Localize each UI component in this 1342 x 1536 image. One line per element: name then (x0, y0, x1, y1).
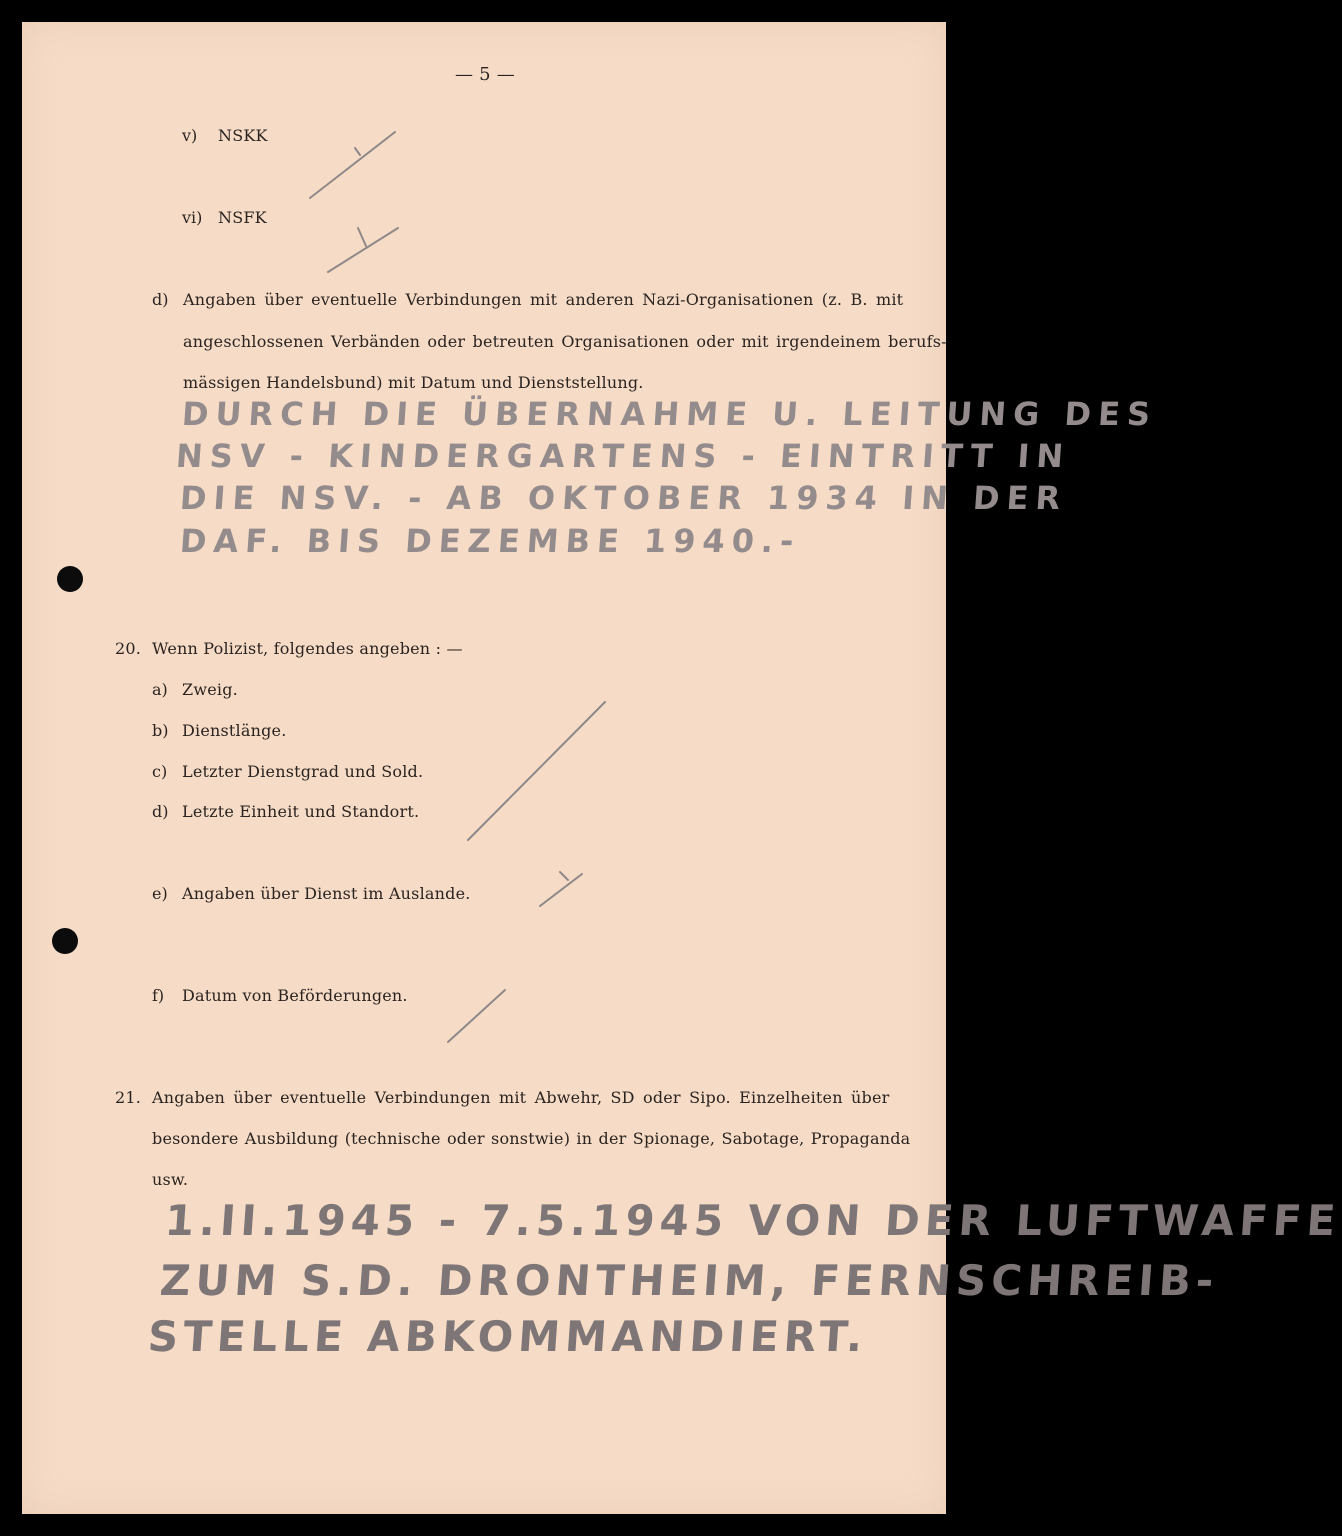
handwriting-21-line-2: ZUM S.D. DRONTHEIM, FERNSCHREIB- (158, 1256, 1221, 1305)
q20-d-label: d) (152, 802, 169, 821)
punch-hole-bottom (52, 928, 78, 954)
item-d-line-2: angeschlossenen Verbänden oder betreuten Organisationen oder mit irgendeinem berufs- (183, 332, 947, 351)
q20-d-text: Letzte Einheit und Standort. (182, 802, 420, 821)
item-d-label: d) (152, 290, 169, 309)
q20-e-label: e) (152, 884, 168, 903)
q21-number: 21. (115, 1088, 142, 1107)
q20-c-text: Letzter Dienstgrad und Sold. (182, 762, 424, 781)
handwriting-d-line-4: DAF. BIS DEZEMBE 1940.- (178, 522, 802, 560)
handwriting-d-line-1: DURCH DIE ÜBERNAHME U. LEITUNG DES (180, 395, 1159, 433)
q20-a-label: a) (152, 680, 168, 699)
item-d-line-1: Angaben über eventuelle Verbindungen mit anderen Nazi-Organisationen (z. B. mit (183, 290, 904, 309)
q20-f-text: Datum von Beförderungen. (182, 986, 408, 1005)
q21-line-2: besondere Ausbildung (technische oder sonstwie) in der Spionage, Sabotage, Propaganda (152, 1129, 911, 1148)
q20-e-text: Angaben über Dienst im Auslande. (182, 884, 471, 903)
q20-b-text: Dienstlänge. (182, 721, 287, 740)
q20-b-label: b) (152, 721, 169, 740)
q20-c-label: c) (152, 762, 168, 781)
punch-hole-top (57, 566, 83, 592)
q20-number: 20. (115, 639, 142, 658)
item-v-label: v) (182, 126, 198, 145)
handwriting-21-line-3: STELLE ABKOMMANDIERT. (146, 1312, 870, 1361)
item-d-line-3: mässigen Handelsbund) mit Datum und Dienststellung. (183, 373, 644, 392)
handwriting-d-line-3: DIE NSV. - AB OKTOBER 1934 IN DER (178, 479, 1069, 517)
q20-text: Wenn Polizist, folgendes angeben : — (152, 639, 463, 658)
q21-line-3: usw. (152, 1170, 189, 1189)
item-vi-text: NSFK (218, 208, 267, 227)
q20-f-label: f) (152, 986, 165, 1005)
item-v-text: NSKK (218, 126, 268, 145)
handwriting-21-line-1: 1.II.1945 - 7.5.1945 VON DER LUFTWAFFE (163, 1196, 1342, 1245)
item-vi-label: vi) (182, 208, 203, 227)
handwriting-d-line-2: NSV - KINDERGARTENS - EINTRITT IN (174, 437, 1072, 475)
q20-a-text: Zweig. (182, 680, 238, 699)
q21-line-1: Angaben über eventuelle Verbindungen mit Abwehr, SD oder Sipo. Einzelheiten über (152, 1088, 890, 1107)
page-number: — 5 — (455, 64, 515, 85)
